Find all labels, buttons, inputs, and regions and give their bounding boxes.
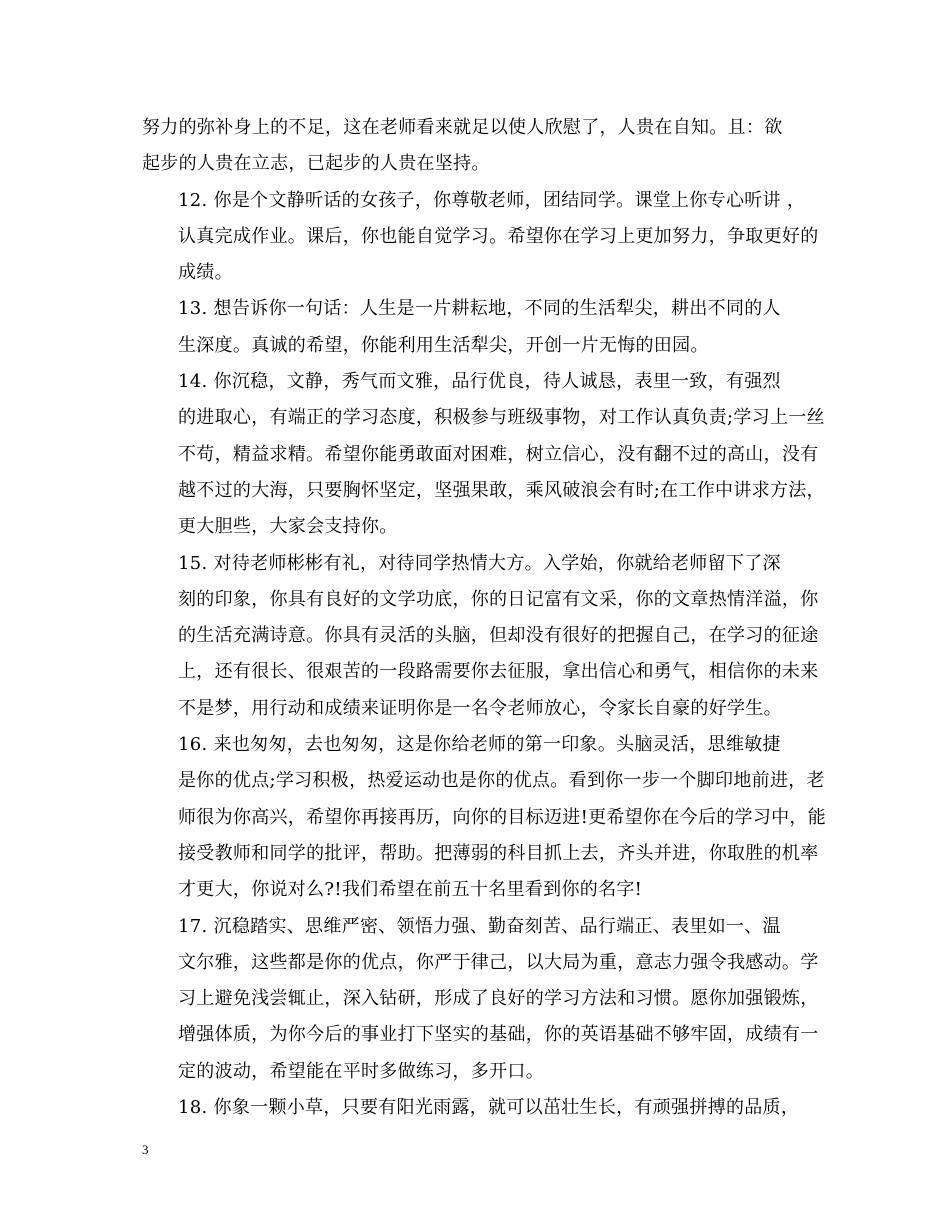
paragraph bbox=[142, 183, 832, 292]
text-line: 文尔雅，这些都是你的优点，你严于律己，以大局为重，意志力强令我感动。学 bbox=[178, 951, 819, 973]
text-line: 13. 想告诉你一句话：人生是一片耕耘地，不同的生活犁尖，耕出不同的人 bbox=[178, 298, 781, 320]
text-line: 不是梦，用行动和成绩来证明你是一名令老师放心，令家长自豪的好学生。 bbox=[178, 697, 782, 719]
paragraph bbox=[142, 546, 832, 727]
page-number: 3 bbox=[142, 1142, 149, 1157]
text-line: 的生活充满诗意。你具有灵活的头脑，但却没有很好的把握自己，在学习的征途 bbox=[178, 625, 819, 647]
text-line: 认真完成作业。课后，你也能自觉学习。希望你在学习上更加努力，争取更好的 bbox=[178, 225, 819, 247]
text-line: 更大胆些，大家会支持你。 bbox=[178, 516, 398, 538]
text-line: 14. 你沉稳，文静，秀气而文雅，品行优良，待人诚恳，表里一致，有强烈 bbox=[178, 371, 781, 393]
paragraph bbox=[142, 727, 832, 908]
text-line: 习上避免浅尝辄止，深入钻研，形成了良好的学习方法和习惯。愿你加强锻炼， bbox=[178, 988, 819, 1010]
text-line: 的进取心，有端正的学习态度，积极参与班级事物，对工作认真负责;学习上一丝 bbox=[178, 407, 825, 429]
text-line: 上，还有很长、很艰苦的一段路需要你去征服，拿出信心和勇气，相信你的未来 bbox=[178, 661, 819, 683]
paragraph bbox=[142, 1090, 832, 1126]
text-line: 生深度。真诚的希望，你能利用生活犁尖，开创一片无悔的田园。 bbox=[178, 334, 709, 356]
paragraph bbox=[142, 909, 832, 1090]
paragraph bbox=[142, 110, 832, 183]
text-line: 才更大，你说对么?!我们希望在前五十名里看到你的名字! bbox=[178, 879, 643, 901]
text-line: 起步的人贵在立志，已起步的人贵在坚持。 bbox=[142, 153, 490, 175]
text-line: 16. 来也匆匆，去也匆匆，这是你给老师的第一印象。头脑灵活，思维敏捷 bbox=[178, 734, 781, 756]
text-line: 不苟，精益求精。希望你能勇敢面对困难，树立信心，没有翻不过的高山，没有 bbox=[178, 443, 819, 465]
text-line: 增强体质，为你今后的事业打下坚实的基础，你的英语基础不够牢固，成绩有一 bbox=[178, 1024, 819, 1046]
text-line: 越不过的大海，只要胸怀坚定，坚强果敢，乘风破浪会有时;在工作中讲求方法， bbox=[178, 479, 825, 501]
text-line: 成绩。 bbox=[178, 262, 233, 284]
text-line: 18. 你象一颗小草，只要有阳光雨露，就可以茁壮生长，有顽强拼搏的品质， bbox=[178, 1097, 800, 1119]
text-line: 定的波动，希望能在平时多做练习，多开口。 bbox=[178, 1060, 544, 1082]
paragraph bbox=[142, 364, 832, 545]
text-line: 12. 你是个文静听话的女孩子，你尊敬老师，团结同学。课堂上你专心听讲 ， bbox=[178, 189, 806, 211]
text-line: 师很为你高兴，希望你再接再历，向你的目标迈进!更希望你在今后的学习中，能 bbox=[178, 806, 827, 828]
paragraph bbox=[142, 291, 832, 364]
text-line: 17. 沉稳踏实、思维严密、领悟力强、勤奋刻苦、品行端正、表里如一、温 bbox=[178, 915, 781, 937]
body-text bbox=[142, 110, 832, 1126]
text-line: 接受教师和同学的批评，帮助。把薄弱的科目抓上去，齐头并进，你取胜的机率 bbox=[178, 842, 819, 864]
text-line: 努力的弥补身上的不足，这在老师看来就足以使人欣慰了，人贵在自知。且：欲 bbox=[142, 117, 783, 138]
text-line: 15. 对待老师彬彬有礼，对待同学热情大方。入学始，你就给老师留下了深 bbox=[178, 552, 781, 574]
text-line: 是你的优点;学习积极，热爱运动也是你的优点。看到你一步一个脚印地前进，老 bbox=[178, 770, 825, 792]
text-line: 刻的印象，你具有良好的文学功底，你的日记富有文采，你的文章热情洋溢，你 bbox=[178, 588, 819, 610]
